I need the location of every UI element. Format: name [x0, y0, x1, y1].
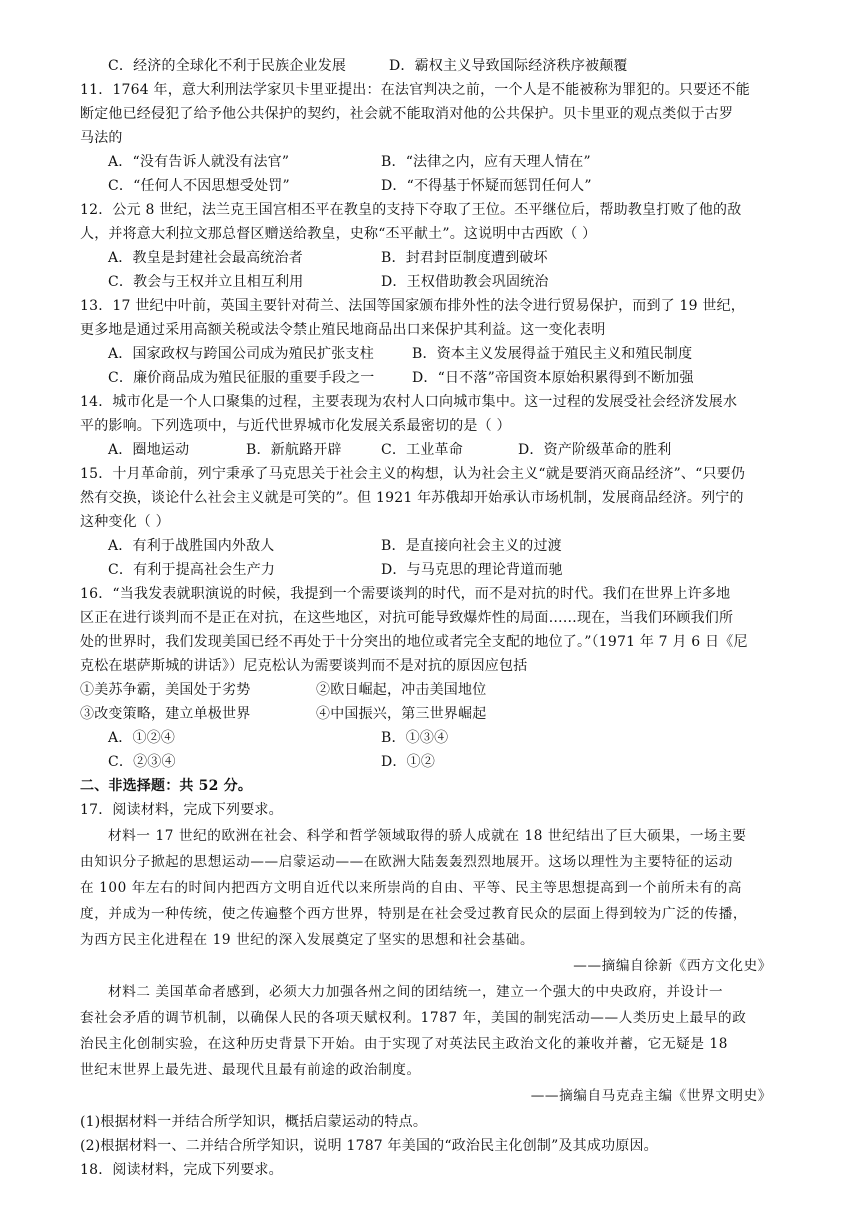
- q13-stem-line: 更多地是通过采用高额关税或法令禁止殖民地商品出口来保护其利益。这一变化表明: [80, 322, 606, 338]
- q13-option-a: A．国家政权与跨国公司成为殖民扩张支柱: [108, 346, 374, 362]
- q17-requirement-2: (2)根据材料一、二并结合所学知识，说明 1787 年美国的“政治民主化创制”及其成功原因。: [80, 1138, 658, 1154]
- q12-option-d: D．王权借助教会巩固统治: [381, 274, 549, 290]
- q15-option-b: B．是直接向社会主义的过渡: [381, 538, 562, 554]
- q12-option-b: B．封君封臣制度遭到破坏: [381, 250, 548, 266]
- q17-material-1-line: 材料一 17 世纪的欧洲在社会、科学和哲学领域取得的骄人成就在 18 世纪结出了巨大硕果，一场主要: [108, 828, 747, 844]
- q15-option-c: C．有利于提高社会生产力: [108, 562, 276, 578]
- q18-stem: 18．阅读材料，完成下列要求。: [80, 1162, 283, 1178]
- q11-option-c: C．“任何人不因思想受处罚”: [108, 178, 290, 194]
- q11-stem-line: 马法的: [80, 130, 123, 146]
- q12-option-c: C．教会与王权并立且相互利用: [108, 274, 304, 290]
- q17-material-2-line: 材料二 美国革命者感到，必须大力加强各州之间的团结统一，建立一个强大的中央政府，并设计一: [108, 984, 724, 1000]
- q17-material-1-line: 在 100 年左右的时间内把西方文明自近代以来所崇尚的自由、平等、民主等思想提高到一个前所未有的高: [80, 880, 743, 896]
- q16-option-d: D．①②: [381, 754, 436, 770]
- q11-option-d: D．“不得基于怀疑而惩罚任何人”: [381, 178, 592, 194]
- q15-stem-line: 15．十月革命前，列宁秉承了马克思关于社会主义的构想，认为社会主义“就是要消灭商品经济”、“只要仍: [80, 466, 746, 482]
- q14-stem-line: 平的影响。下列选项中，与近代世界城市化发展关系最密切的是（ ）: [80, 418, 511, 434]
- q13-option-c: C．廉价商品成为殖民征服的重要手段之一: [108, 370, 375, 386]
- q14-option-c: C．工业革命: [381, 442, 463, 458]
- q12-stem-line: 人，并将意大利拉文那总督区赠送给教皇，史称“丕平献土”。这说明中古西欧（ ）: [80, 226, 597, 242]
- q14-option-a: A．圈地运动: [108, 442, 190, 458]
- q17-material-2-line: 治民主化创制实验，在这种历史背景下开始。由于实现了对英法民主政治文化的兼收并蓄，它无疑是 18: [80, 1036, 728, 1052]
- q16-item-2: ②欧日崛起，冲击美国地位: [316, 682, 487, 698]
- q13-stem-line: 13．17 世纪中叶前，英国主要针对荷兰、法国等国家颁布排外性的法令进行贸易保护，而到了 19 世纪，: [80, 298, 745, 314]
- q16-stem-line: 克松在堪萨斯城的讲话》）尼克松认为需要谈判而不是对抗的原因应包括: [80, 658, 528, 674]
- q17-material-2-line: 世纪末世界上最先进、最现代且最有前途的政治制度。: [80, 1062, 421, 1078]
- q15-stem-line: 这种变化（ ）: [80, 514, 170, 530]
- q16-option-a: A．①②④: [108, 730, 176, 746]
- q12-stem-line: 12．公元 8 世纪，法兰克王国宫相丕平在教皇的支持下夺取了王位。丕平继位后，帮助教皇打败了他的敌: [80, 202, 742, 218]
- q17-source-2: ——摘编自马克垚主编《世界文明史》: [530, 1088, 772, 1104]
- q11-option-b: B．“法律之内，应有天理人情在”: [381, 154, 591, 170]
- q10-option-d: D．霸权主义导致国际经济秩序被颠覆: [389, 58, 628, 74]
- q10-option-c: C．经济的全球化不利于民族企业发展: [108, 58, 347, 74]
- q11-stem-line: 断定他已经侵犯了给予他公共保护的契约，社会就不能取消对他的公共保护。贝卡里亚的观点类似于古罗: [80, 106, 734, 122]
- q17-material-1-line: 度，并成为一种传统，使之传遍整个西方世界，特别是在社会受过教育民众的层面上得到较为广泛的传播，: [80, 906, 748, 922]
- q17-material-1-line: 为西方民主化进程在 19 世纪的深入发展奠定了坚实的思想和社会基础。: [80, 932, 535, 948]
- q16-item-3: ③改变策略，建立单极世界: [80, 706, 251, 722]
- q16-item-4: ④中国振兴，第三世界崛起: [316, 706, 487, 722]
- q17-material-2-line: 套社会矛盾的调节机制，以确保人民的各项天赋权利。1787 年，美国的制宪活动——人类历史上最早的政: [80, 1010, 747, 1026]
- q16-stem-line: 处的世界时，我们发现美国已经不再处于十分突出的地位或者完全支配的地位了。”（1971 年 7 月 6 日《尼: [80, 634, 748, 650]
- q11-option-a: A．“没有告诉人就没有法官”: [108, 154, 290, 170]
- q14-option-b: B．新航路开辟: [246, 442, 342, 458]
- section-heading: 二、非选择题：共 52 分。: [80, 778, 253, 794]
- q16-option-c: C．②③④: [108, 754, 176, 770]
- q16-stem-line: 区正在进行谈判而不是正在对抗，在这些地区，对抗可能导致爆炸性的局面……现在，当我们环顾我们所: [80, 610, 734, 626]
- q17-requirement-1: (1)根据材料一并结合所学知识，概括启蒙运动的特点。: [80, 1114, 428, 1130]
- q13-option-d: D．“日不落”帝国资本原始积累得到不断加强: [412, 370, 694, 386]
- q17-source-1: ——摘编自徐新《西方文化史》: [573, 958, 772, 974]
- q11-stem-line: 11．1764 年，意大利刑法学家贝卡里亚提出：在法官判决之前，一个人是不能被称为罪犯的。只要还不能: [80, 82, 750, 98]
- q14-stem-line: 14．城市化是一个人口聚集的过程，主要表现为农村人口向城市集中。这一过程的发展受社会经济发展水: [80, 394, 738, 410]
- q15-option-a: A．有利于战胜国内外敌人: [108, 538, 275, 554]
- q12-option-a: A．教皇是封建社会最高统治者: [108, 250, 303, 266]
- q15-option-d: D．与马克思的理论背道而驰: [381, 562, 563, 578]
- q16-option-b: B．①③④: [381, 730, 449, 746]
- q16-item-1: ①美苏争霸，美国处于劣势: [80, 682, 251, 698]
- q17-stem: 17．阅读材料，完成下列要求。: [80, 802, 283, 818]
- q16-stem-line: 16．“当我发表就职演说的时候，我提到一个需要谈判的时代，而不是对抗的时代。我们在世界上许多地: [80, 586, 731, 602]
- q15-stem-line: 然有交换，谈论什么社会主义就是可笑的”。但 1921 年苏俄却开始承认市场机制，发展商品经济。列宁的: [80, 490, 744, 506]
- q17-material-1-line: 由知识分子掀起的思想运动——启蒙运动——在欧洲大陆轰轰烈烈地展开。这场以理性为主要特征的运动: [80, 854, 733, 870]
- q14-option-d: D．资产阶级革命的胜利: [518, 442, 672, 458]
- q13-option-b: B．资本主义发展得益于殖民主义和殖民制度: [412, 346, 693, 362]
